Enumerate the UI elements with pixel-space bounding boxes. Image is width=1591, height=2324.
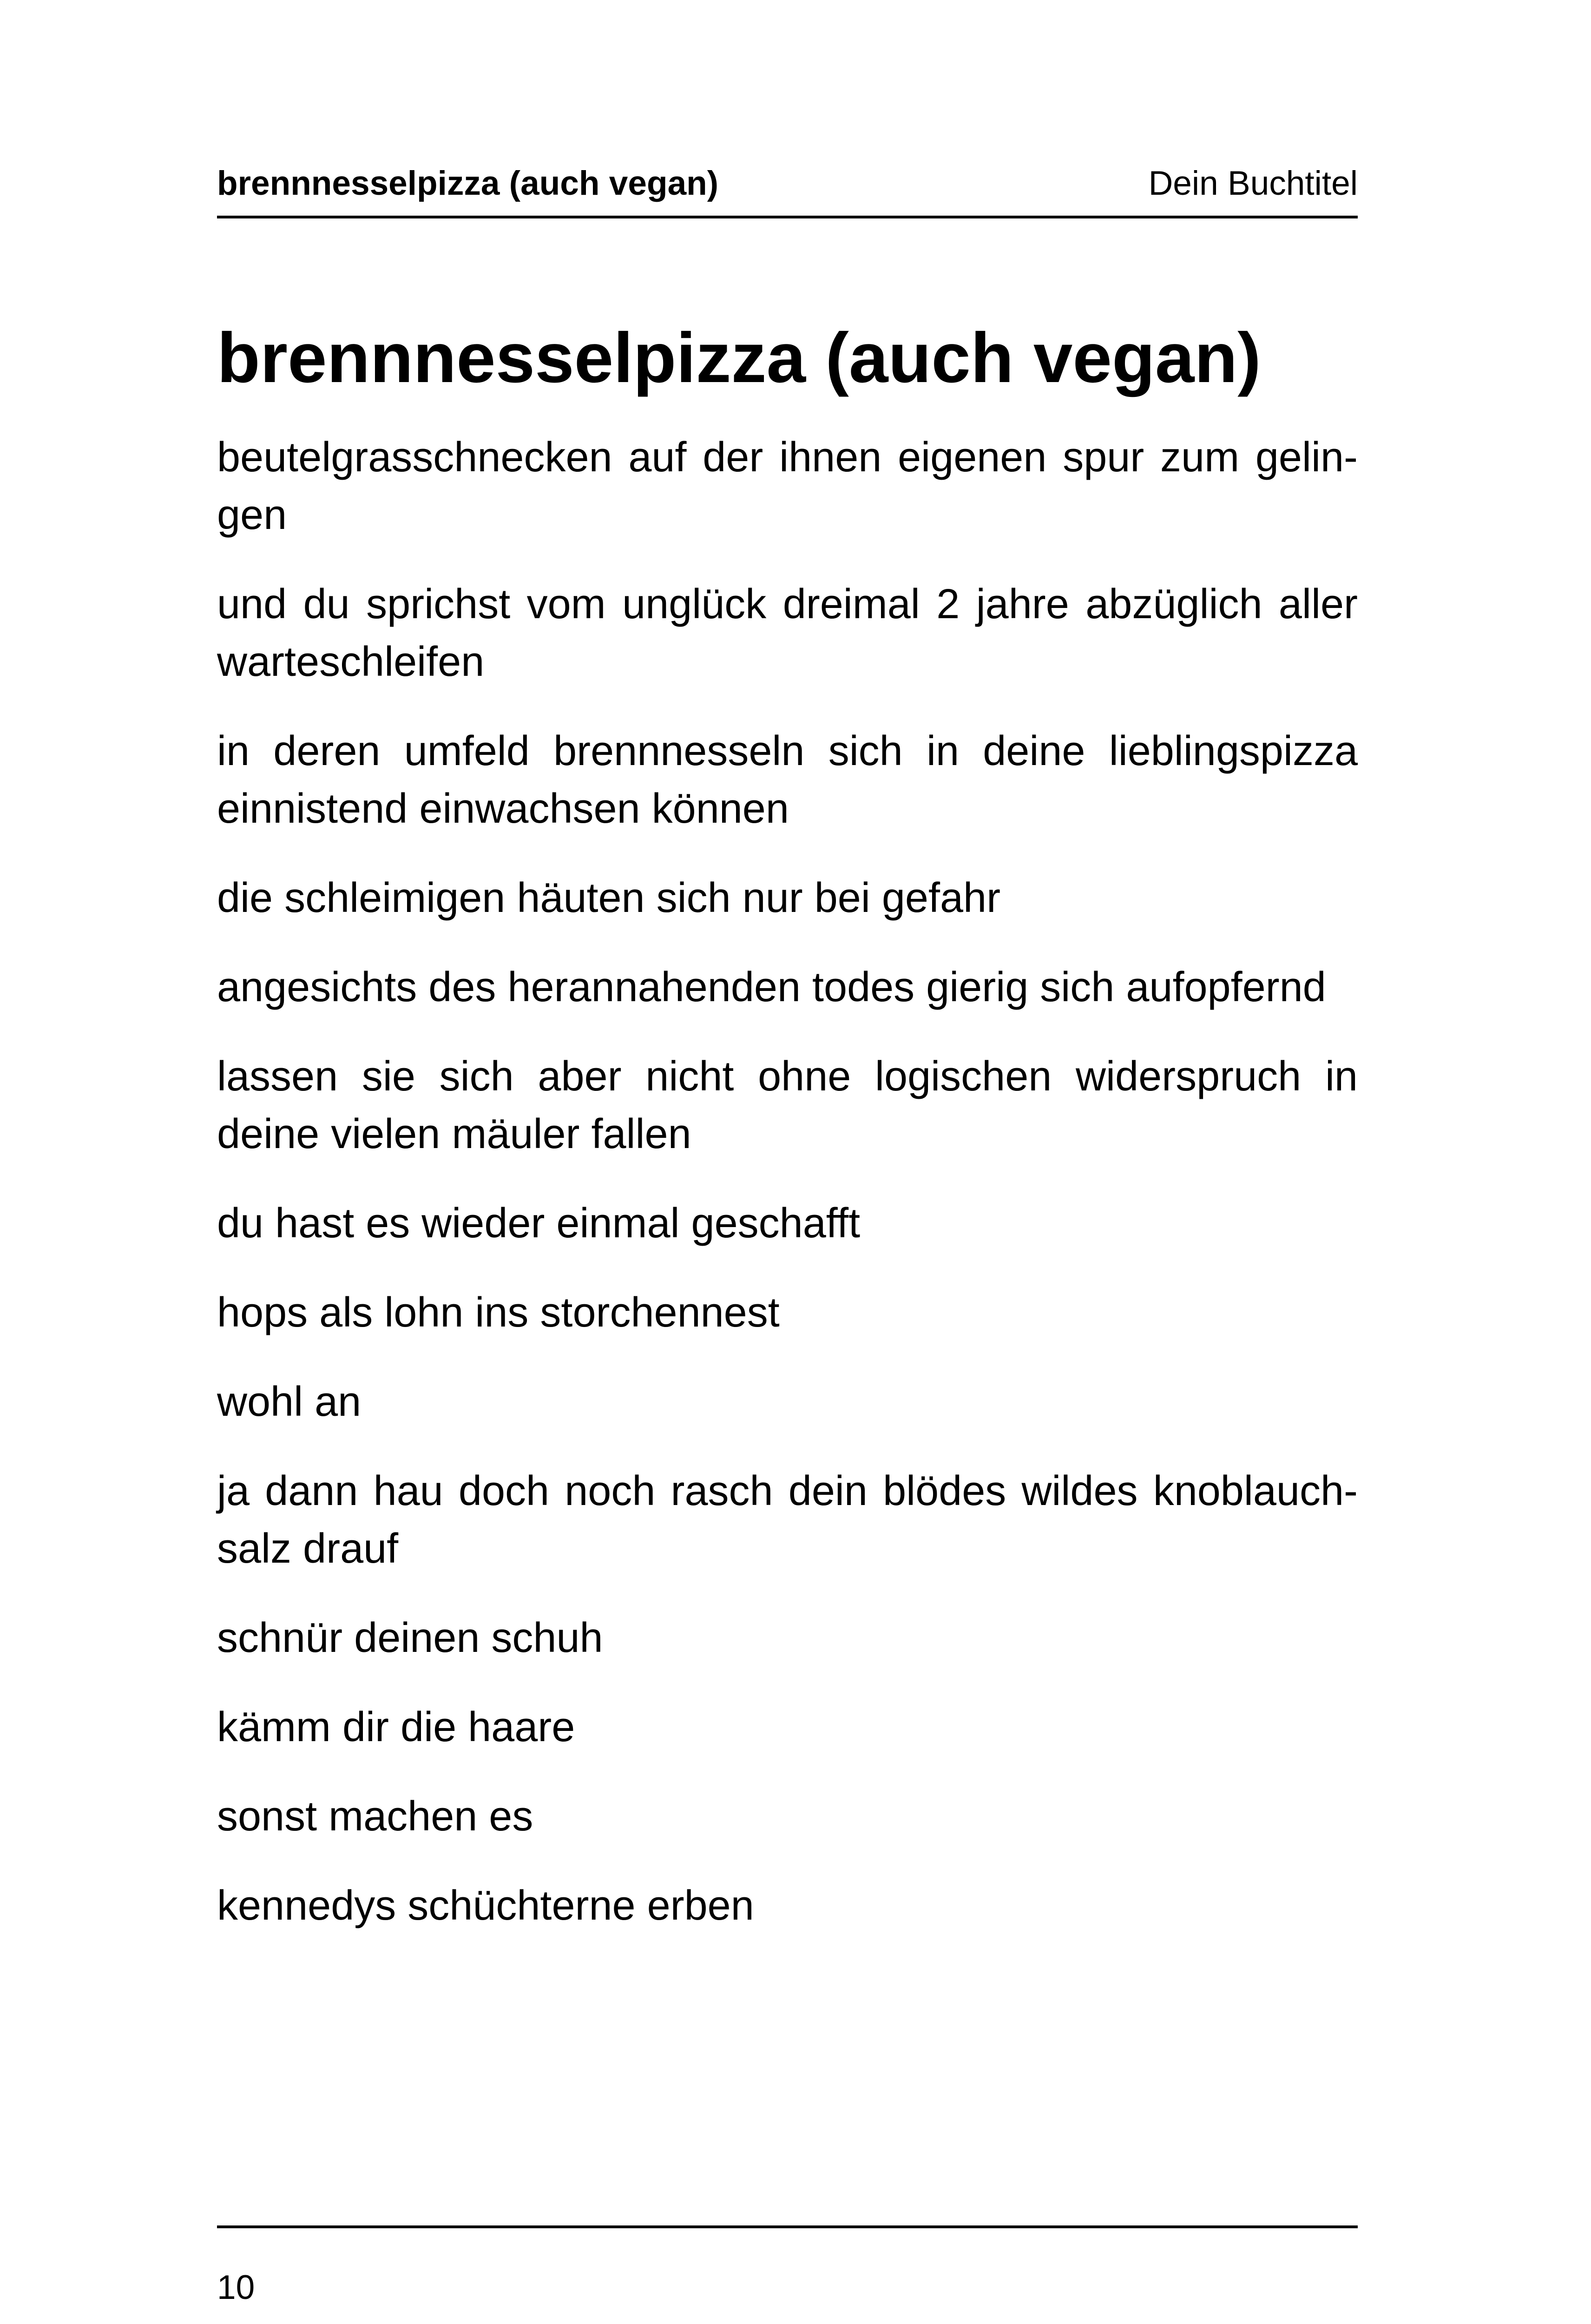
poem-line: du hast es wieder einmal geschafft bbox=[217, 1200, 861, 1247]
poem-title: brennnesselpizza (auch vegan) bbox=[217, 318, 1261, 397]
poem-line: wohl an bbox=[217, 1379, 362, 1425]
poem-line: ja dann hau doch noch rasch dein blödes wildes knoblauchsalz drauf bbox=[217, 1468, 1358, 1572]
header-book-title: Dein Buchtitel bbox=[1148, 165, 1358, 202]
poem-line: kennedys schüchterne erben bbox=[217, 1882, 754, 1929]
running-header bbox=[217, 160, 1358, 218]
poem-body bbox=[217, 429, 1358, 1966]
poem-line: kämm dir die haare bbox=[217, 1704, 575, 1750]
poem-line: beutelgrasschnecken auf der ihnen eigenen spur zum gelingen bbox=[217, 434, 1358, 538]
poem-line: und du sprichst vom unglück dreimal 2 jahre abzüglich aller warteschleifen bbox=[217, 581, 1358, 685]
poem-line: in deren umfeld brennnesseln sich in deine lieblingspizza einnistend einwachsen können bbox=[217, 728, 1358, 832]
page-number: 10 bbox=[217, 2269, 255, 2306]
poem-line: angesichts des herannahenden todes gierig sich aufopfernd bbox=[217, 964, 1326, 1010]
running-footer bbox=[217, 2225, 1358, 2306]
poem-line: schnür deinen schuh bbox=[217, 1615, 603, 1661]
header-chapter-title: brennnesselpizza (auch vegan) bbox=[217, 165, 719, 202]
poem-line: sonst machen es bbox=[217, 1793, 533, 1840]
poem-line: hops als lohn ins storchennest bbox=[217, 1289, 780, 1336]
poem-line: die schleimigen häuten sich nur bei gefahr bbox=[217, 875, 1001, 921]
poem-line: lassen sie sich aber nicht ohne logischen widerspruch in deine vielen mäuler fallen bbox=[217, 1053, 1358, 1157]
